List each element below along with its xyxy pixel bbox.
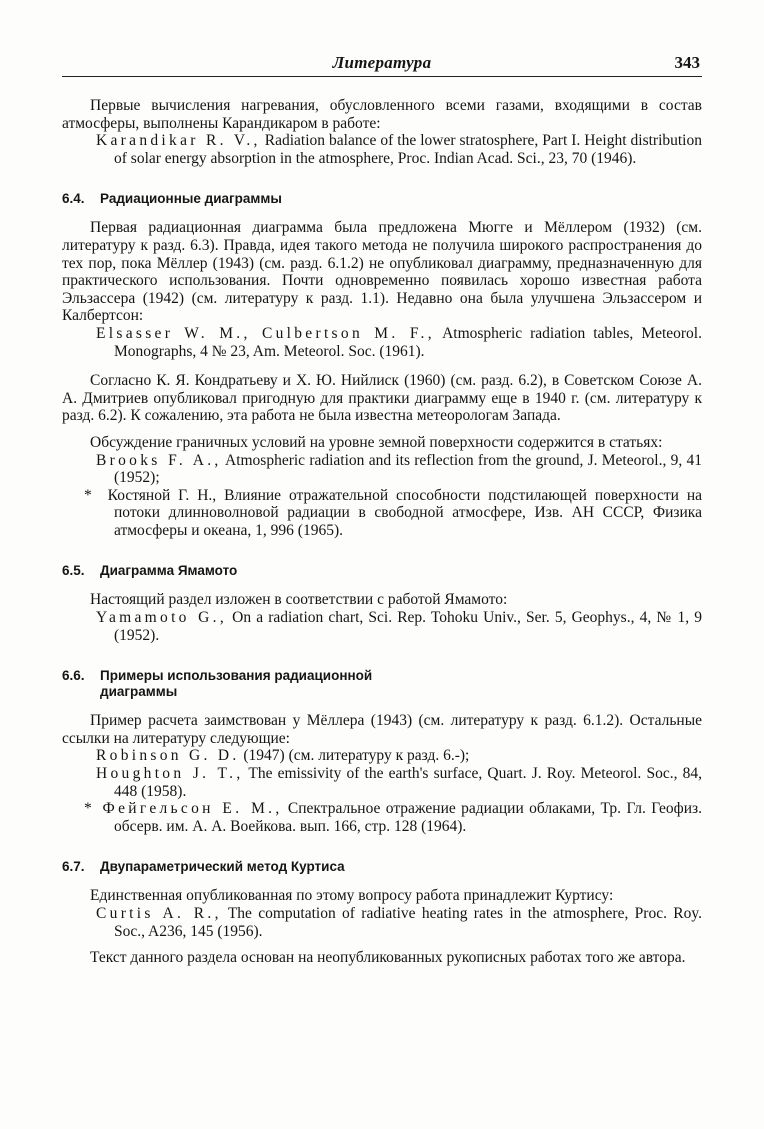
reference-entry	[62, 609, 702, 644]
paragraph: Обсуждение граничных условий на уровне земной поверхности содержится в статьях:	[90, 433, 663, 451]
reference-entry	[62, 800, 702, 835]
reference-text: Atmospheric radiation tables, Meteorol. Monographs, 4 № 23, Am. Meteorol. Soc. (1961).	[114, 324, 702, 360]
reference-text: On a radiation chart, Sci. Rep. Tohoku Univ., Ser. 5, Geophys., 4, № 1, 9 (1952).	[114, 609, 702, 644]
reference-text: Влияние отражательной способности подстилающей поверхности на потоки длинноволновой радиации в свободной атмосфере, Изв. АН СССР, Физика атмосферы и океана, 1, 996 (1965).	[114, 486, 703, 539]
paragraph: Согласно К. Я. Кондратьеву и Х. Ю. Нийлиск (1960) (см. разд. 6.2), в Советском Союзе А. А. Дмитриев опубликовал пригодную для практики диаграмму еще в 1940 г. (см. литературу к разд. 6.2). К сожалению, эта работа не была известна метеорологам Запада.	[62, 372, 702, 425]
paragraph: Единственная опубликованная по этому вопросу работа принадлежит Куртису:	[90, 887, 614, 905]
page-number: 343	[674, 53, 700, 72]
reference-text: Спектральное отражение радиации облаками, Тр. Гл. Геофиз. обсерв. им. А. А. Воейкова. вып. 166, стр. 128 (1964).	[114, 800, 702, 835]
reference-text: (1947) (см. литературу к разд. 6.-);	[239, 747, 470, 765]
reference-author: Robinson G. D.	[96, 747, 240, 765]
section-heading	[62, 668, 702, 700]
paragraph: Текст данного раздела основан на неопубликованных рукописных работах того же автора.	[90, 949, 686, 967]
reference-text: The emissivity of the earth's surface, Quart. J. Roy. Meteorol. Soc., 84, 448 (1958).	[114, 765, 702, 800]
reference-author: Curtis A. R.,	[96, 905, 222, 922]
section-title: Радиационные диаграммы	[100, 191, 282, 207]
reference-entry	[62, 325, 702, 360]
reference-text: Atmospheric radiation and its reflection from the ground, J. Meteorol., 9, 41 (1952);	[114, 451, 703, 487]
section-number: 6.7.	[62, 859, 85, 875]
section-title: Диаграмма Ямамото	[100, 563, 238, 579]
star-mark: *	[84, 800, 103, 818]
running-header	[62, 50, 702, 77]
section-heading	[62, 563, 702, 579]
section-heading	[62, 191, 702, 207]
section-title: Двупараметрический метод Куртиса	[100, 859, 345, 875]
paragraph: Первые вычисления нагревания, обусловленного всеми газами, входящими в состав атмосферы, выполнены Карандикаром в работе:	[62, 97, 702, 132]
running-title: Литература	[332, 53, 432, 72]
section-number: 6.6.	[62, 668, 85, 684]
reference-author: Brooks F. A.,	[96, 451, 222, 469]
reference-author: Karandikar R. V.,	[96, 132, 261, 150]
section-heading	[62, 859, 702, 875]
reference-author: Elsasser W. M., Culbertson M. F.,	[96, 324, 435, 342]
page-body	[62, 97, 702, 967]
reference-entry	[62, 747, 702, 765]
reference-text: The computation of radiative heating rates in the atmosphere, Proc. Roy. Soc., A236, 145 (1956).	[114, 905, 702, 940]
paragraph: Пример расчета заимствован у Мёллера (1943) (см. литературу к разд. 6.1.2). Остальные ссылки на литературу следующие:	[62, 712, 702, 747]
reference-author: Yamamoto G.,	[96, 609, 227, 627]
section-number: 6.5.	[62, 563, 85, 579]
reference-entry	[62, 905, 702, 940]
reference-author: Костяной Г. Н.,	[107, 486, 217, 504]
reference-author: Houghton J. T.,	[96, 765, 244, 783]
reference-entry	[62, 132, 702, 167]
section-title-continuation: диаграммы	[100, 684, 178, 700]
reference-entry	[62, 765, 702, 800]
paragraph: Первая радиационная диаграмма была предложена Мюгге и Мёллером (1932) (см. литературу к разд. 6.3). Правда, идея такого метода не получила широкого распространения до тех пор, пока Мёллер (1943) (см. разд. 6.1.2) не опубликовал диаграмму, предназначенную для практического использования. Почти одновременно появилась хорошо известная работа Эльзассера (1942) (см. литературу к разд. 1.1). Недавно она была улучшена Эльзассером и Калбертсон:	[62, 219, 702, 325]
section-title: Примеры использования радиационной	[100, 668, 373, 684]
reference-text: Radiation balance of the lower stratosphere, Part I. Height distribution of solar energy absorption in the atmosphere, Proc. Indian Acad. Sci., 23, 70 (1946).	[114, 132, 702, 167]
reference-author: Фейгельсон Е. М.,	[102, 800, 283, 818]
reference-entry	[62, 452, 702, 487]
section-number: 6.4.	[62, 191, 85, 207]
reference-entry	[62, 487, 702, 540]
star-mark: *	[84, 486, 108, 504]
paragraph: Настоящий раздел изложен в соответствии с работой Ямамото:	[90, 591, 508, 609]
